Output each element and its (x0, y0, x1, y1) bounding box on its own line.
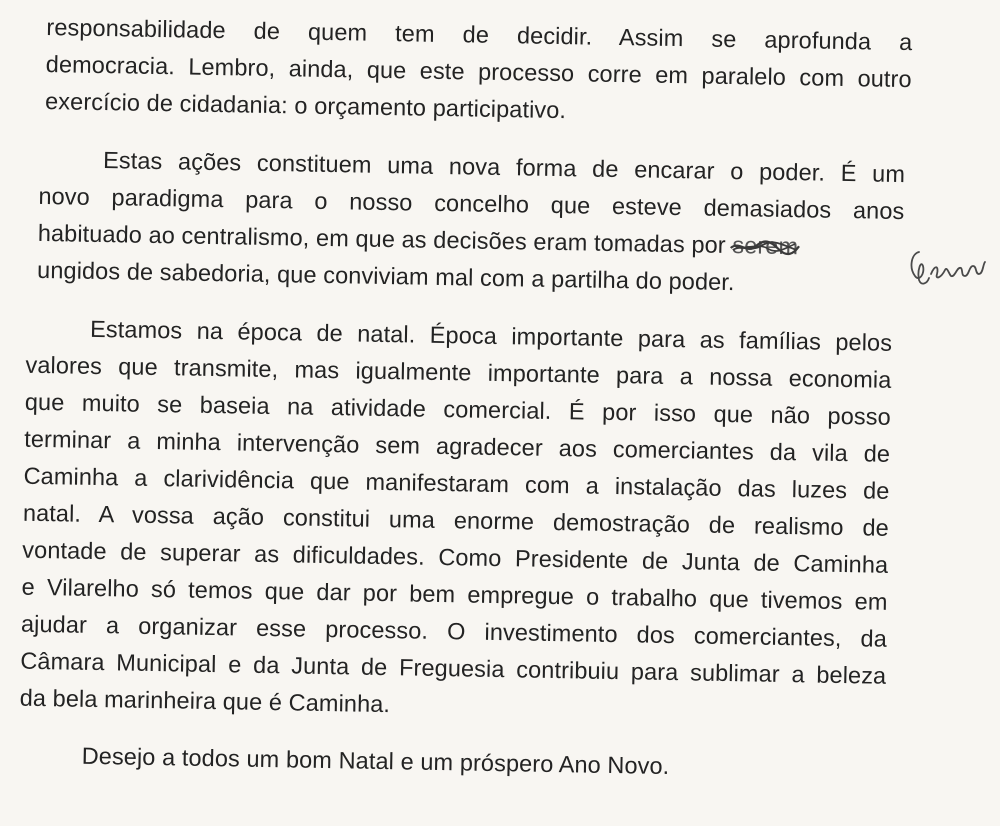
text-line: ungidos de sabedoria, que conviviam mal com a partilha do poder. (36, 256, 735, 296)
text-line: Câmara Municipal e da Junta de Freguesia contribuiu para sublimar a beleza (20, 647, 887, 689)
text-line-segment: habituado ao centralismo, em que as decisões eram tomadas por (37, 219, 726, 258)
text-line: Caminha a clarividência que manifestaram com a instalação das luzes de (23, 462, 890, 504)
text-line: Estamos na época de natal. Época importante para as famílias pelos (89, 315, 893, 356)
struck-word (732, 230, 798, 261)
struck-word-text: serem (732, 232, 799, 260)
text-line: exercício de cidadania: o orçamento participativo. (44, 88, 567, 124)
closing-line: Desejo a todos um bom Natal e um próspero Ano Novo. (81, 742, 670, 780)
text-line: novo paradigma para o nosso concelho que esteve demasiados anos (38, 182, 905, 225)
text-line: responsabilidade de quem tem de decidir. Assim se aprofunda a (46, 14, 913, 56)
text-line: que muito se baseia na atividade comercial. É por isso que não posso (24, 388, 891, 430)
text-line: valores que transmite, mas igualmente importante para a nossa economia (25, 351, 892, 393)
text-line: ajudar a organizar esse processo. O investimento dos comerciantes, da (20, 610, 888, 652)
text-line: natal. A vossa ação constitui uma enorme demostração de realismo de (22, 499, 890, 541)
text-line: Estas ações constituem uma nova forma de encarar o poder. É um (102, 147, 906, 188)
handwritten-initials-signature (905, 244, 989, 288)
text-line: da bela marinheira que é Caminha. (19, 684, 391, 718)
text-line: democracia. Lembro, ainda, que este processo corre em paralelo com outro (45, 51, 912, 93)
text-line: e Vilarelho só temos que dar por bem empregue o trabalho que tivemos em (21, 573, 888, 615)
text-line: terminar a minha intervenção sem agradecer aos comerciantes da vila de (24, 425, 891, 467)
text-line: vontade de superar as dificuldades. Como Presidente de Junta de Caminha (22, 536, 889, 578)
